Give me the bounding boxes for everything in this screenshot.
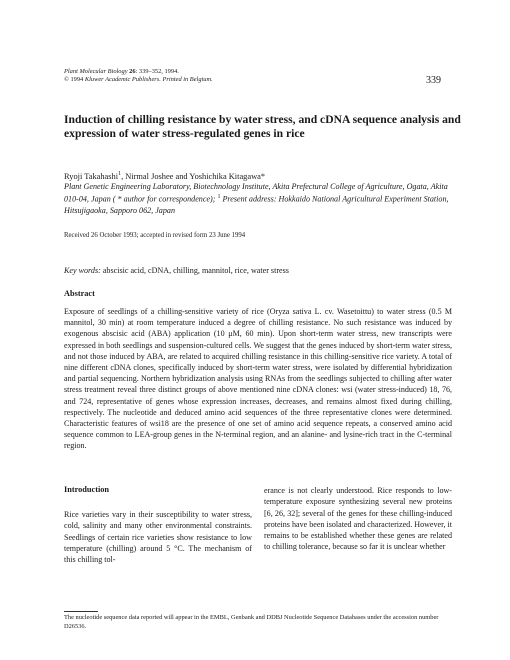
page-number: 339 [426, 75, 441, 86]
keywords: Key words: abscisic acid, cDNA, chilling, mannitol, rice, water stress [64, 266, 289, 275]
journal-citation: Plant Molecular Biology 26: 339–352, 1994. [64, 68, 179, 75]
received-dates: Received 26 October 1993; accepted in revised form 23 June 1994 [64, 232, 246, 239]
journal-header [64, 68, 213, 84]
abstract-heading: Abstract [64, 289, 95, 298]
left-column [64, 485, 252, 565]
footnote-divider [64, 611, 98, 612]
footnote: The nucleotide sequence data reported will appear in the EMBL, Genbank and DDBJ Nucleotide Sequence Databases under the accession number D26536. [64, 614, 439, 630]
introduction-text-left: Rice varieties vary in their susceptibility to water stress, cold, salinity and many other environmental constraints. Seedlings of certain rice varieties show resistance to low temperature (chilling) around 5 °C. The mechanism of this chilling tol- [64, 510, 252, 565]
paper-title: Induction of chilling resistance by water stress, and cDNA sequence analysis and expression of water stress-regulated genes in rice [64, 113, 461, 140]
affiliation: Plant Genetic Engineering Laboratory, Biotechnology Institute, Akita Prefectural College of Agriculture, Ogata, Akita 010-04, Japan ( * author for correspondence); $^1$ Present address: Hokkaido National Agricultural Experiment Station, Hitsujigaoka, Sapporo 062, Japan [64, 182, 449, 215]
author-list: Ryoji Takahashi$^1$, Nirmal Joshee and Yoshichika Kitagawa* [64, 171, 266, 181]
introduction-heading: Introduction [64, 485, 110, 494]
journal-copyright: © 1994 Kluwer Academic Publishers. Printed in Belgium. [64, 76, 213, 84]
introduction-text-right: erance is not clearly understood. Rice responds to low-temperature exposure synthesizing several new proteins [6, 26, 32]; several of the genes for these chilling-induced proteins have been isolated and characterized. However, it remains to be established whether these genes are related to chilling tolerance, because so far it is unclear whether [264, 486, 452, 552]
abstract-text: Exposure of seedlings of a chilling-sensitive variety of rice (Oryza sativa L. cv. Wasetoittu) to water stress (0.5 M mannitol, 30 min) at room temperature induced a degree of chilling resistance. No such resistance was induced by exogenous abscisic acid (ABA) application (10 μM, 60 min). Upon short-term water stress, new transcripts were expressed in both seedlings and suspension-cultured cells. We suggest that the genes induced by short-term water stress, and not those induced by ABA, are related to acquired chilling resistance in this chilling-sensitive rice variety. A total of nine different cDNA clones, specifically induced by short-term water stress, were isolated by differential hybridization and partial sequencing. Northern hybridization analysis using RNAs from the seedlings subjected to chilling after water stress treatment reveal three distinct groups of above mentioned nine cDNA clones: wsi (water stress-induced) 18, 76, and 724, representative of genes whose expression increases, decreases, and remains almost fixed during chilling, respectively. The nucleotide and deduced amino acid sequences of the three representative clones were determined. Characteristic features of wsi18 are the presence of one set of amino acid sequence repeats, a conserved amino acid sequence common to LEA-group genes in the N-terminal region, and an alanine- and lysine-rich tract in the C-terminal region. [64, 307, 452, 451]
right-column [264, 485, 452, 553]
